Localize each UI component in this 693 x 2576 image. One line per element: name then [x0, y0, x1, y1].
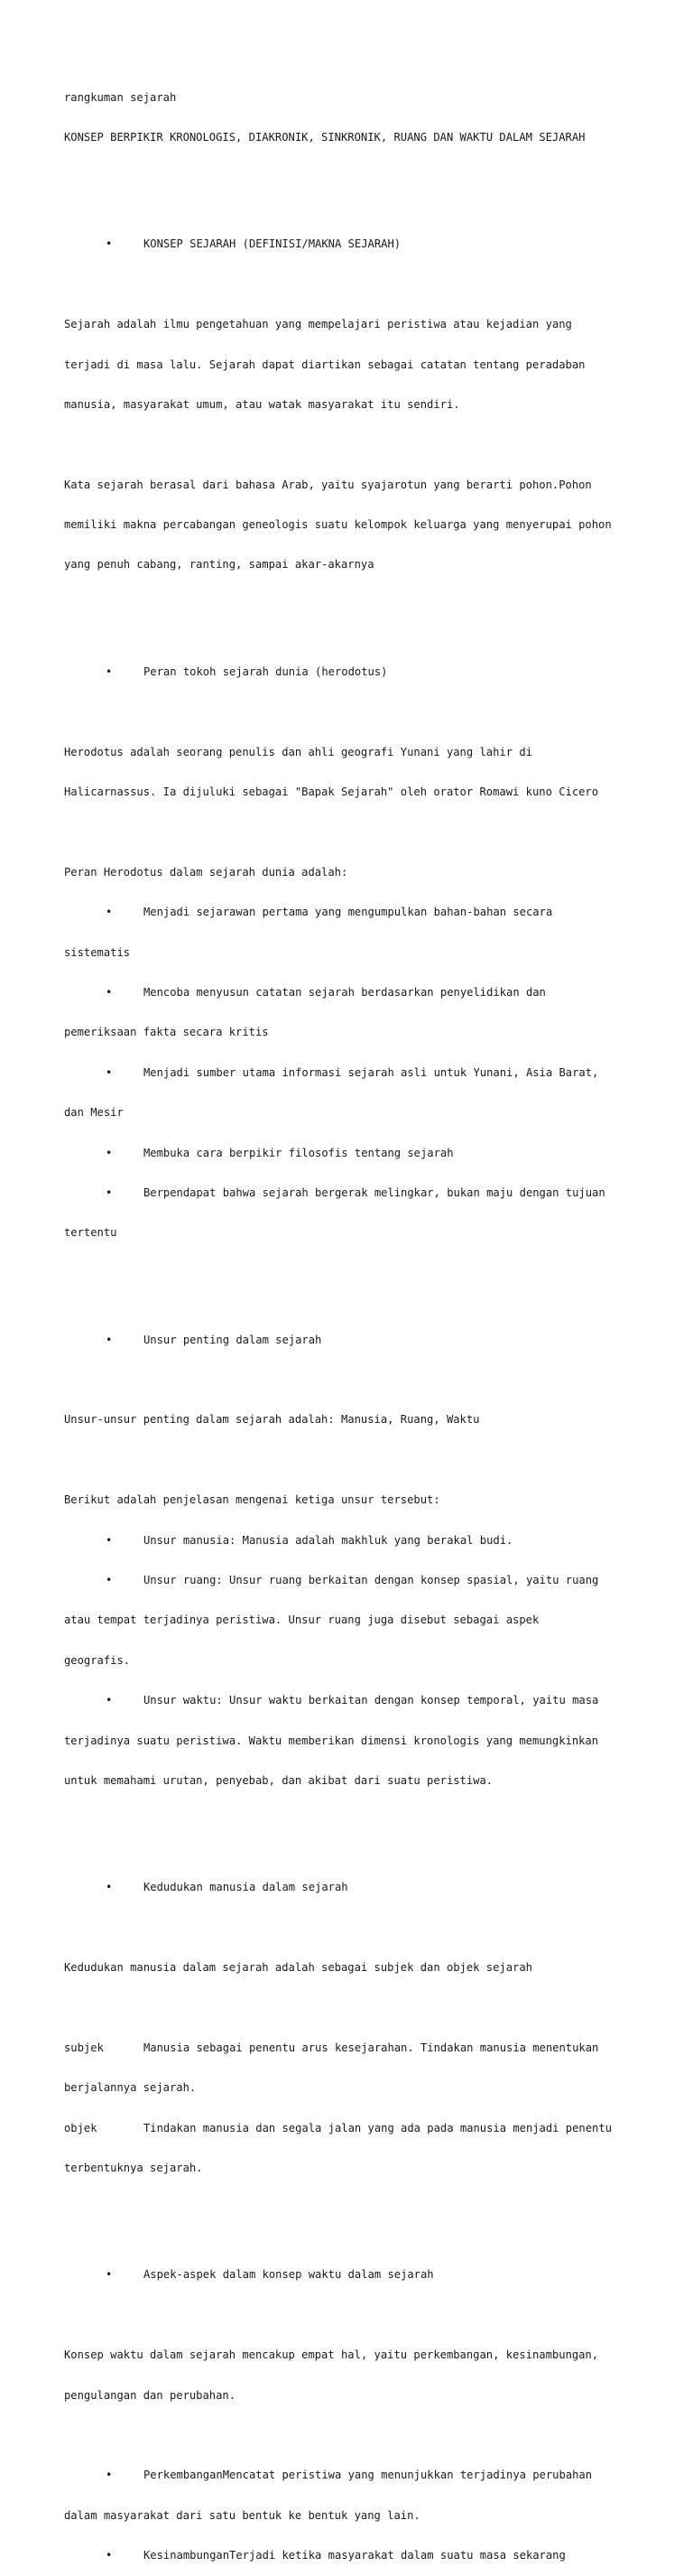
- bullet-icon: •: [106, 1574, 113, 1587]
- bullet-icon: •: [106, 1186, 113, 1199]
- list-intro: Peran Herodotus dalam sejarah dunia adalah:: [64, 865, 348, 879]
- term-key: objek: [64, 2121, 97, 2134]
- paragraph-line: Kata sejarah berasal dari bahasa Arab, yaitu syajarotun yang berarti pohon.Pohon: [64, 478, 592, 491]
- bullet-icon: •: [106, 985, 113, 999]
- list-item: • Berpendapat bahwa sejarah bergerak melingkar, bukan maju dengan tujuan: [106, 1186, 605, 1199]
- bullet-icon: •: [106, 1694, 113, 1707]
- bullet-icon: •: [106, 1333, 113, 1346]
- list-intro: Berikut adalah penjelasan mengenai ketiga unsur tersebut:: [64, 1493, 440, 1507]
- doc-header: rangkuman sejarah: [64, 90, 177, 104]
- bullet-icon: •: [106, 2549, 113, 2562]
- bullet-icon: •: [106, 2268, 113, 2282]
- bullet-icon: •: [106, 1065, 113, 1079]
- list-item-cont: tertentu: [64, 1226, 117, 1240]
- list-item-cont: sistematis: [64, 945, 131, 959]
- doc-title: KONSEP BERPIKIR KRONOLOGIS, DIAKRONIK, SINKRONIK, RUANG DAN WAKTU DALAM SEJARAH: [64, 130, 586, 144]
- list-item-cont: geografis.: [64, 1653, 131, 1667]
- list-item-cont: terjadinya suatu peristiwa. Waktu memberikan dimensi kronologis yang memungkinkan: [64, 1734, 599, 1747]
- list-item: • Menjadi sumber utama informasi sejarah asli untuk Yunani, Asia Barat,: [106, 1065, 599, 1079]
- bullet-icon: •: [106, 1533, 113, 1547]
- section-heading: • Kedudukan manusia dalam sejarah: [106, 1881, 348, 1894]
- paragraph-line: terjadi di masa lalu. Sejarah dapat diartikan sebagai catatan tentang peradaban: [64, 358, 586, 371]
- list-item-cont: pemeriksaan fakta secara kritis: [64, 1026, 269, 1039]
- paragraph-line: Konsep waktu dalam sejarah mencakup empat hal, yaitu perkembangan, kesinambungan,: [64, 2348, 599, 2362]
- section-heading: • Unsur penting dalam sejarah: [106, 1333, 322, 1346]
- term-row-objek: [64, 2122, 642, 2135]
- paragraph-line: manusia, masyarakat umum, atau watak masyarakat itu sendiri.: [64, 397, 460, 411]
- bullet-icon: •: [106, 906, 113, 919]
- term-value: Tindakan manusia dan segala jalan yang ada pada manusia menjadi penentu: [143, 2121, 612, 2134]
- list-item: • Membuka cara berpikir filosofis tentang sejarah: [106, 1146, 454, 1159]
- paragraph-line: Kedudukan manusia dalam sejarah adalah sebagai subjek dan objek sejarah: [64, 1961, 532, 1975]
- section-heading: • Aspek-aspek dalam konsep waktu dalam sejarah: [106, 2268, 434, 2282]
- list-item: • Unsur manusia: Manusia adalah makhluk yang berakal budi.: [106, 1533, 513, 1547]
- paragraph-line: Herodotus adalah seorang penulis dan ahli geografi Yunani yang lahir di: [64, 745, 532, 758]
- bullet-icon: •: [106, 237, 113, 251]
- term-row-subjek: [64, 2041, 642, 2055]
- paragraph-line: pengulangan dan perubahan.: [64, 2388, 236, 2402]
- paragraph-line: Sejarah adalah ilmu pengetahuan yang mempelajari peristiwa atau kejadian yang: [64, 318, 572, 331]
- list-item-cont: dan Mesir: [64, 1106, 124, 1120]
- list-item-cont: dalam masyarakat dari satu bentuk ke bentuk yang lain.: [64, 2508, 420, 2522]
- list-item: • Unsur waktu: Unsur waktu berkaitan dengan konsep temporal, yaitu masa: [106, 1694, 599, 1707]
- term-key: subjek: [64, 2041, 104, 2054]
- list-item: • PerkembanganMencatat peristiwa yang menunjukkan terjadinya perubahan: [106, 2469, 593, 2482]
- bullet-icon: •: [106, 1881, 113, 1894]
- paragraph-line: yang penuh cabang, ranting, sampai akar-akarnya: [64, 558, 374, 572]
- paragraph-line: memiliki makna percabangan geneologis suatu kelompok keluarga yang menyerupai pohon: [64, 518, 612, 532]
- list-item: • Mencoba menyusun catatan sejarah berdasarkan penyelidikan dan: [106, 985, 546, 999]
- section-heading: • Peran tokoh sejarah dunia (herodotus): [106, 665, 388, 678]
- bullet-icon: •: [106, 1146, 113, 1159]
- list-item-cont: atau tempat terjadinya peristiwa. Unsur ruang juga disebut sebagai aspek: [64, 1613, 540, 1627]
- list-item-cont: untuk memahami urutan, penyebab, dan akibat dari suatu peristiwa.: [64, 1774, 494, 1787]
- document-page: [64, 64, 642, 2576]
- paragraph-line: Halicarnassus. Ia dijuluki sebagai "Bapak Sejarah" oleh orator Romawi kuno Cicero: [64, 786, 599, 799]
- list-item: • Unsur ruang: Unsur ruang berkaitan dengan konsep spasial, yaitu ruang: [106, 1574, 599, 1587]
- list-item: • Menjadi sejarawan pertama yang mengumpulkan bahan-bahan secara: [106, 906, 553, 919]
- bullet-icon: •: [106, 2469, 113, 2482]
- paragraph-line: Unsur-unsur penting dalam sejarah adalah: Manusia, Ruang, Waktu: [64, 1413, 480, 1427]
- term-value-cont: berjalannya sejarah.: [64, 2081, 197, 2095]
- term-value-cont: terbentuknya sejarah.: [64, 2162, 203, 2175]
- bullet-icon: •: [106, 665, 113, 678]
- list-item: • KesinambunganTerjadi ketika masyarakat dalam suatu masa sekarang: [106, 2549, 566, 2562]
- term-value: Manusia sebagai penentu arus kesejarahan. Tindakan manusia menentukan: [143, 2041, 599, 2054]
- section-heading: • KONSEP SEJARAH (DEFINISI/MAKNA SEJARAH): [106, 237, 402, 251]
